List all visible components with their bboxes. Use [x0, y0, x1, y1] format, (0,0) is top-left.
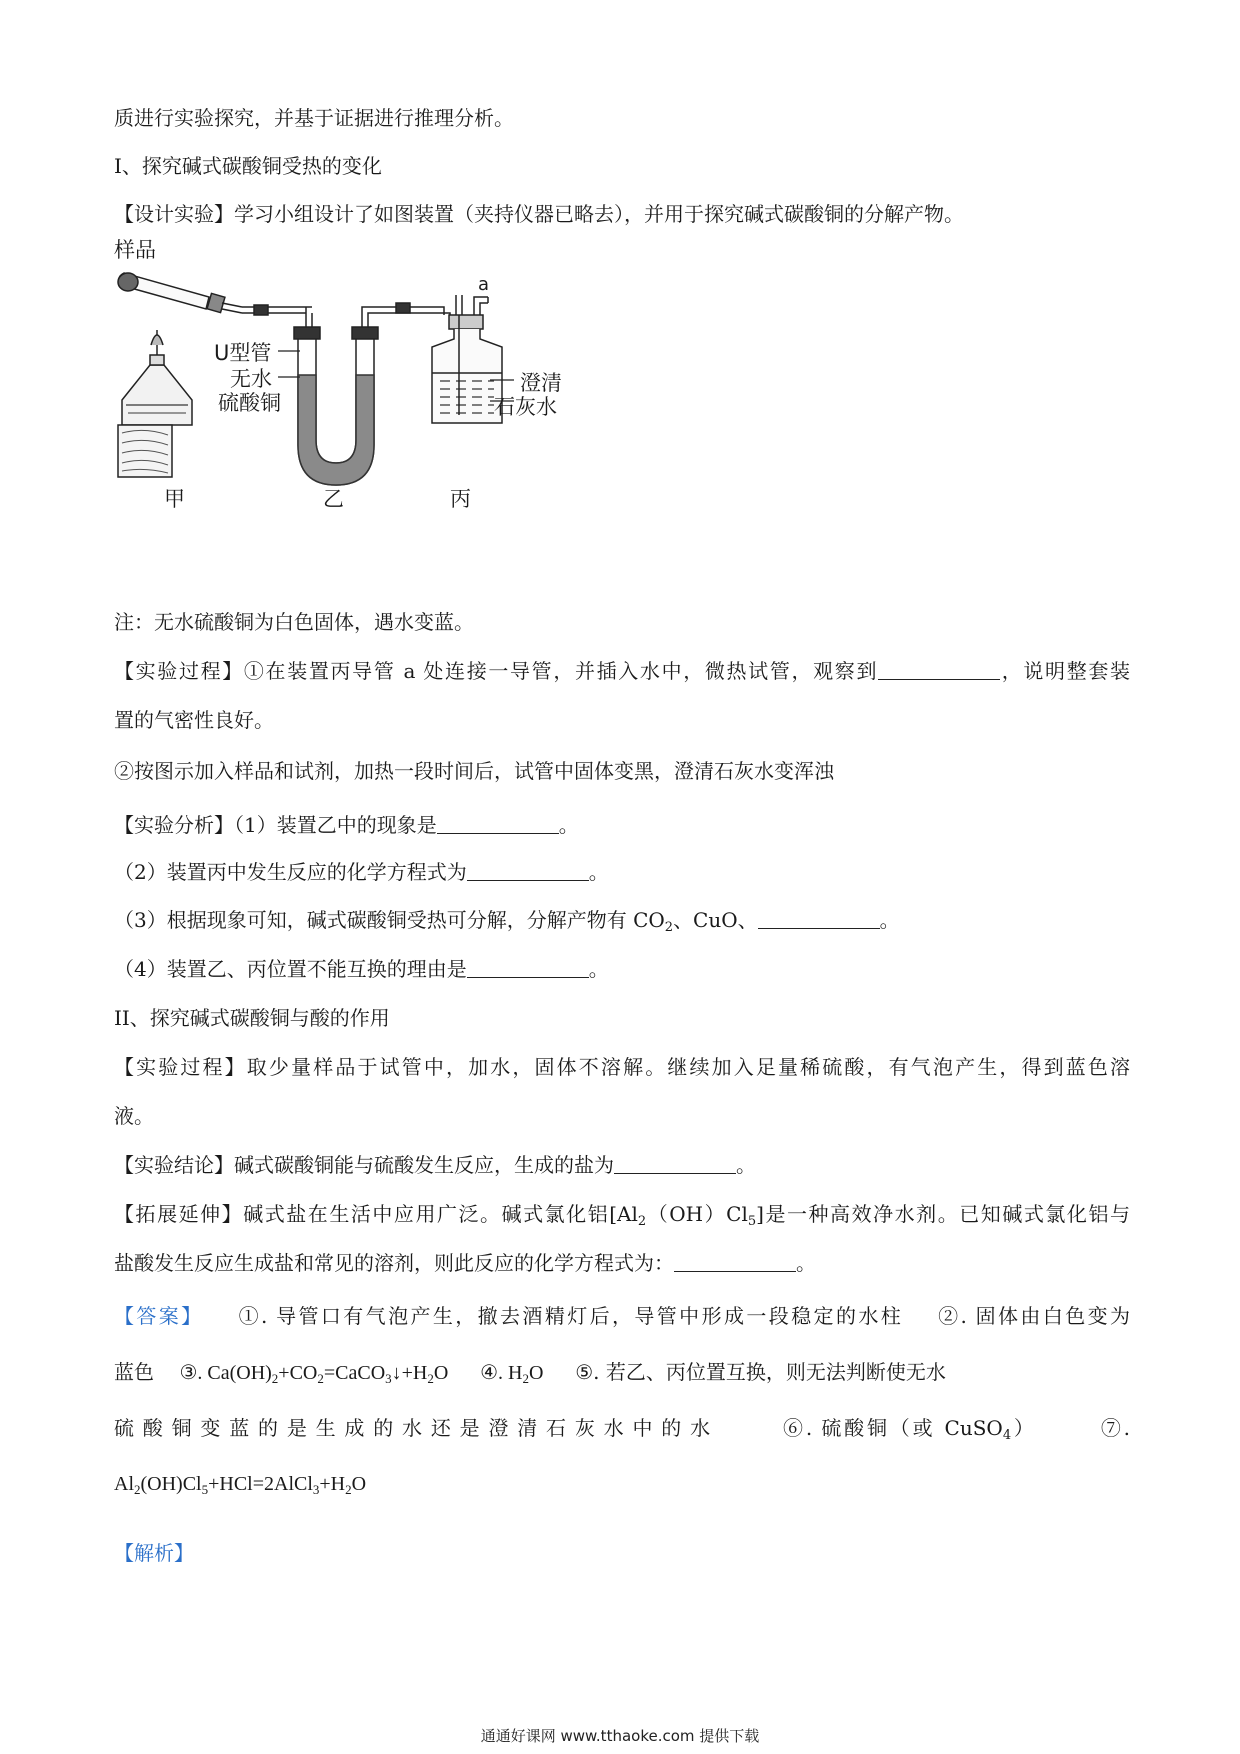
analysis-q4 [114, 955, 609, 983]
q3-text: （3）根据现象可知，碱式碳酸铜受热可分解，分解产物有 CO [114, 908, 665, 932]
label-lime-water: 石灰水 [494, 395, 557, 419]
ext-text-a: 【拓展延伸】碱式盐在生活中应用广泛。碱式氯化铝[Al [114, 1202, 638, 1226]
ext-text-b: （OH）Cl [646, 1202, 748, 1226]
text-line-intro: 质进行实验探究，并基于证据进行推理分析。 [114, 106, 514, 130]
u-tube [294, 303, 450, 485]
f7-e: O [351, 1473, 367, 1495]
answer-blank-6[interactable] [614, 1153, 736, 1174]
answer-5: ⑤. 若乙、丙位置互换，则无法判断使无水 [575, 1360, 946, 1384]
answer-label: 【答案】 [114, 1304, 204, 1328]
process-text-b: ，说明整套装 [1000, 659, 1131, 683]
section-1-heading: I、探究碱式碳酸铜受热的变化 [114, 154, 382, 178]
answer-3-formula [179, 1362, 448, 1384]
lime-water-bottle [432, 295, 502, 423]
f3-b: +CO [278, 1362, 318, 1384]
apparatus-diagram [114, 238, 634, 585]
answer-7-label: ⑦. [1100, 1416, 1131, 1440]
extension-line-1 [114, 1200, 1130, 1228]
f3-s1: 2 [271, 1371, 279, 1386]
ext2-text: 盐酸发生反应生成盐和常见的溶剂，则此反应的化学方程式为： [114, 1251, 674, 1275]
answer-4 [480, 1362, 543, 1384]
f6-s: 4 [1002, 1428, 1012, 1443]
answer-blank-2[interactable] [437, 813, 559, 834]
label-u-tube: U型管 [214, 341, 272, 365]
f3-s3: 3 [385, 1371, 392, 1386]
answer-blank-4[interactable] [758, 908, 880, 929]
process-line-2: 置的气密性良好。 [114, 708, 274, 732]
q1-end: 。 [558, 813, 579, 837]
design-experiment-text: 【设计实验】学习小组设计了如图装置（夹持仪器已略去），并用于探究碱式碳酸铜的分解产物。 [114, 202, 964, 226]
conclusion-text: 【实验结论】碱式碳酸铜能与硫酸发生反应，生成的盐为 [114, 1153, 614, 1177]
answer-line-2 [114, 1358, 946, 1387]
answer-7-formula [114, 1470, 366, 1498]
f4-a: ④. H [480, 1362, 523, 1384]
wood-block [118, 425, 172, 477]
f6-a: ⑥. 硫酸铜（或 CuSO [783, 1416, 1003, 1440]
answer-blank-5[interactable] [467, 957, 589, 978]
f3-e: O [433, 1362, 449, 1384]
f7-s4: 2 [345, 1482, 352, 1497]
answer-2: ②. 固体由白色变为 [938, 1304, 1131, 1328]
conclusion-line [114, 1151, 756, 1179]
analysis-q2 [114, 858, 609, 886]
section-2-heading: II、探究碱式碳酸铜与酸的作用 [114, 1006, 390, 1030]
conclusion-end: 。 [736, 1153, 756, 1177]
f3-c: =CaCO [323, 1362, 386, 1384]
answer-6 [783, 1416, 1037, 1443]
ext-sub-1: 2 [637, 1214, 647, 1229]
answer-line-3 [114, 1414, 1130, 1442]
f3-d: ↓+H [391, 1362, 428, 1384]
analysis-label: 【解析】 [114, 1541, 194, 1565]
f7-s2: 5 [201, 1482, 209, 1497]
f4-s: 2 [522, 1371, 529, 1386]
page-footer: 通通好课网 www.tthaoke.com 提供下载 [480, 1727, 760, 1745]
answer-blank-7[interactable] [674, 1251, 796, 1272]
alcohol-lamp [122, 330, 192, 425]
analysis-q3 [114, 906, 900, 934]
process-2-line-1: 【实验过程】取少量样品于试管中，加水，固体不溶解。继续加入足量稀硫酸，有气泡产生，得到蓝色溶 [114, 1055, 1130, 1079]
process-line-1 [114, 657, 1130, 685]
test-tube [118, 273, 312, 327]
f7-b: (OH)Cl [140, 1473, 202, 1495]
f3-a: ③. Ca(OH) [179, 1362, 272, 1384]
f7-c: +HCl=2AlCl [208, 1473, 313, 1495]
f7-d: +H [319, 1473, 346, 1495]
label-anhydrous: 无水 [230, 367, 272, 391]
label-bing: 丙 [450, 487, 471, 511]
answer-line-1 [114, 1302, 1130, 1330]
process-text-a: 【实验过程】①在装置丙导管 a 处连接一导管，并插入水中，微热试管，观察到 [114, 659, 879, 683]
q1-text: 【实验分析】（1）装置乙中的现象是 [114, 813, 437, 837]
f3-s2: 2 [317, 1371, 324, 1386]
process-2-line-2: 液。 [114, 1104, 154, 1128]
q3-text-c: 、CuO、 [673, 908, 758, 932]
label-sample: 样品 [114, 238, 156, 262]
process-step-2: ②按图示加入样品和试剂，加热一段时间后，试管中固体变黑，澄清石灰水变浑浊 [114, 759, 834, 783]
q3-sub: 2 [664, 920, 674, 935]
note-text: 注：无水硫酸铜为白色固体，遇水变蓝。 [114, 610, 474, 634]
q4-text: （4）装置乙、丙位置不能互换的理由是 [114, 957, 467, 981]
f4-b: O [529, 1362, 544, 1384]
q2-end: 。 [588, 860, 609, 884]
answer-1: ①. 导管口有气泡产生，撤去酒精灯后，导管中形成一段稳定的水柱 [238, 1304, 904, 1328]
f7-a: Al [114, 1473, 134, 1495]
f3-s4: 2 [427, 1371, 434, 1386]
f7-s3: 3 [312, 1482, 320, 1497]
f6-b: ） [1011, 1416, 1037, 1440]
label-copper-sulfate: 硫酸铜 [218, 391, 281, 415]
ext2-end: 。 [796, 1251, 816, 1275]
q3-end: 。 [879, 908, 900, 932]
analysis-q1 [114, 811, 579, 839]
label-yi: 乙 [323, 487, 344, 511]
apparatus-drawing [114, 255, 634, 585]
label-jia: 甲 [164, 487, 185, 511]
ext-sub-2: 5 [747, 1214, 757, 1229]
extension-line-2 [114, 1249, 816, 1277]
label-a: a [478, 274, 490, 295]
answer-blank-3[interactable] [467, 860, 589, 881]
q4-end: 。 [588, 957, 609, 981]
q2-text: （2）装置丙中发生反应的化学方程式为 [114, 860, 467, 884]
label-clear: 澄清 [520, 371, 562, 395]
ext-text-c: ]是一种高效净水剂。已知碱式氯化铝与 [756, 1202, 1130, 1226]
answer-2-cont: 蓝色 [114, 1360, 154, 1384]
answer-5-cont: 硫酸铜变蓝的是生成的水还是澄清石灰水中的水 [114, 1416, 719, 1440]
answer-blank-1[interactable] [878, 659, 1000, 680]
f7-s1: 2 [134, 1482, 141, 1497]
